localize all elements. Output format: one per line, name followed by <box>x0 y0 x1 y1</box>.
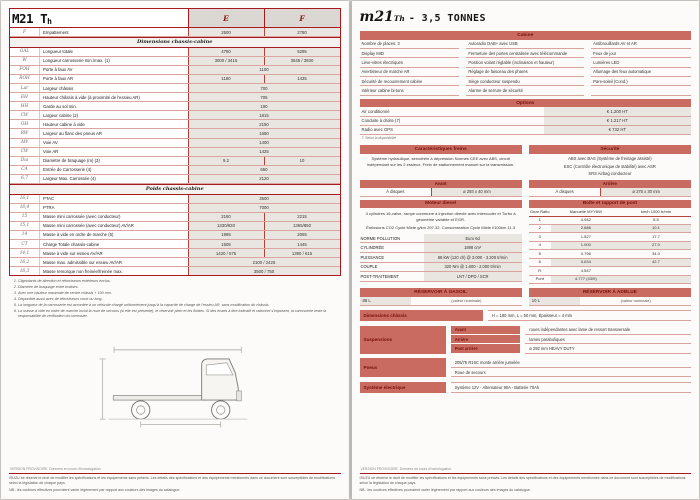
spec-row <box>10 231 340 240</box>
brakes-safety-row <box>360 145 692 179</box>
dimensions-table-header <box>9 8 341 28</box>
engine-spec-row <box>360 253 522 263</box>
spec-row <box>10 28 340 37</box>
spec-value-e: 1505 <box>188 240 264 248</box>
safety-column <box>529 145 691 179</box>
option-row <box>360 126 692 135</box>
spec-code: 15,1 <box>10 222 40 230</box>
spec-value-both: 2120 <box>188 175 340 183</box>
spec-label: Largeur Max. Carrossée (4) <box>43 176 96 182</box>
gear-row <box>529 259 691 267</box>
option-price: € 732 HT <box>544 126 691 135</box>
engine-spec-row <box>360 243 522 253</box>
gear-row <box>529 242 691 250</box>
model-logo-sub: h <box>47 17 52 26</box>
spec-value-both: 2150 <box>188 120 340 128</box>
page-left <box>1 1 349 499</box>
spec-code: 15 <box>10 213 40 221</box>
footnote-item: 5. La longueur de la carrosserie est accordée à un véhicule chargé uniformément jusqu'à la capacité de charge de l'essieu AR, sans modification du châssis. <box>18 303 341 308</box>
disclaimer-line-1: ISUZU se réserve le droit de modifier les spécifications et les équipements sans préavis. Les détails des spécifications et des équipements mentionnés dans ce document sont susceptibles de modifications selon la législation de chaque pays. <box>359 475 686 486</box>
spec-value-e: 1420 / 575 <box>188 249 264 257</box>
dimensions-weights-table <box>9 28 341 276</box>
spec-value-both: 700 <box>188 84 340 92</box>
model-logo-main: M21 T <box>12 10 48 26</box>
spec-value-both: 7000 <box>188 204 340 212</box>
fuel-tank-capacity: 88 L <box>360 297 412 305</box>
spec-value-f: 10 <box>264 157 340 165</box>
cabine-feature-row <box>360 49 692 58</box>
brake-rear-size: ø 275 x 30 mm <box>600 188 691 196</box>
spec-code: 14,1 <box>10 249 40 257</box>
spec-label: Hauteur cabine à vide <box>43 121 85 127</box>
spec-code: HH <box>10 102 40 110</box>
spec-code: 16,3 <box>10 267 40 275</box>
spec-label: PTAC <box>43 196 55 202</box>
page-right <box>351 1 700 499</box>
engine-spec-value: 1898 cm³ <box>424 243 522 252</box>
gear-speed: 17.7 <box>651 233 660 239</box>
engine-spec-label: NORME POLLUTION <box>360 235 401 241</box>
spec-row <box>10 267 340 275</box>
spec-value-f: 2055 <box>264 231 340 239</box>
tyre-value: 205/75 R16C monte arrière jumelée <box>451 358 691 368</box>
brake-front-bar: Avant <box>360 180 522 188</box>
fuel-tank-note: (valeur nominale) <box>451 298 482 304</box>
cabine-feature-row <box>360 77 692 86</box>
section-title: Poids chassis-cabine <box>145 186 204 193</box>
electrical-row <box>360 382 692 393</box>
page-title-script: m21 <box>359 9 394 25</box>
engine-gearbox-row <box>360 200 692 284</box>
suspension-value: lames paraboliques <box>525 335 691 344</box>
gear-speed <box>621 276 691 283</box>
spec-row <box>10 93 340 102</box>
engine-spec-table <box>360 234 522 282</box>
spec-row <box>10 195 340 204</box>
disclaimer-line-2: NB : les couleurs effectives pourraient varier légèrement par rapport aux couleurs des images du catalogue. <box>359 487 531 492</box>
spec-label: Masse mini carrossée (avec conducteur) AV/AR <box>43 223 134 229</box>
cabine-feature-row <box>360 58 692 67</box>
gear-col-ratio-header: Gear Ratio <box>529 208 550 214</box>
suspensions-table <box>360 326 692 354</box>
spec-label: Voie AR <box>43 149 59 155</box>
column-header-f: F <box>264 9 340 27</box>
spec-label: Largeur châssis <box>43 85 74 91</box>
spec-label: Garde au sol min. <box>43 103 77 109</box>
footnote-item: 2. Diamètre de braquage entre trottoirs. <box>18 285 341 290</box>
footnote-item: 4. Disponible aussi avec de rétroviseurs court ou long. <box>18 297 341 302</box>
engine-spec-row <box>360 272 522 282</box>
truck-line-drawing-icon <box>95 330 255 442</box>
spec-value-both: 705 <box>188 93 340 101</box>
spec-value-both: 650 <box>188 166 340 174</box>
spec-value-e: 1180 <box>188 75 264 83</box>
option-price: € 1.217 HT <box>544 117 691 126</box>
gear-row <box>529 233 691 241</box>
spec-label: Voie AV <box>43 140 58 146</box>
gear-row <box>529 250 691 258</box>
engine-spec-value: LNT / DPD / SCR <box>424 272 522 281</box>
spec-value-both: 1815 <box>188 111 340 119</box>
spec-row <box>10 222 340 231</box>
engine-description-2: Émissions CO2 Cycle Mixte g/km 297.32. Consommation Cycle Mixte l/100km 11.3 <box>366 225 516 231</box>
cabine-feature: Allumage des feux automatique <box>591 68 691 77</box>
option-label: Conduite à droite (7) <box>360 117 544 126</box>
spec-value-e: 1995 <box>188 231 264 239</box>
cabine-feature-row <box>360 40 692 49</box>
gear-number: 2 <box>538 225 541 231</box>
spec-label: Empattement <box>43 29 69 35</box>
engine-spec-value: Euro 6d <box>424 234 522 243</box>
spec-row <box>10 48 340 57</box>
gear-speed: 34.0 <box>651 250 660 256</box>
cabine-feature: Autoradio DAB+ avec USB <box>466 40 584 49</box>
gear-number: 3 <box>538 233 541 239</box>
gear-ratio: 4.777 (43/9) <box>551 276 621 283</box>
cabine-feature: Réglage de faisceau des phares <box>466 68 584 77</box>
spec-row <box>10 175 340 184</box>
section-boite-bar: Boîte et rapport de pont <box>529 200 691 209</box>
spec-label: PTRA <box>43 205 55 211</box>
spec-code: OAL <box>10 48 40 56</box>
spec-row <box>10 166 340 175</box>
spec-code: ROH <box>10 75 40 83</box>
engine-spec-label: PUISSANCE <box>360 254 385 260</box>
gear-number: R <box>538 267 542 273</box>
spec-value-f: 1435 <box>264 75 340 83</box>
spec-row <box>10 240 340 249</box>
spec-row <box>10 213 340 222</box>
spec-row <box>10 102 340 111</box>
page-footer <box>9 473 341 494</box>
spec-code: 14 <box>10 231 40 239</box>
option-price: € 1.200 HT <box>544 107 691 116</box>
adblue-tank-bar: RÉSERVOIR À ADBLUE <box>529 288 691 297</box>
brake-rear-row <box>529 188 691 197</box>
gear-speed: 42.7 <box>621 259 691 266</box>
spec-row <box>10 157 340 166</box>
spec-label: Hauteur châssis à vide (à proximité de l'essieu AR) <box>43 94 140 100</box>
engine-column <box>360 200 522 284</box>
gear-ratio: 1.000 <box>551 242 621 249</box>
cabine-feature: Alarme de serrure de sécurité <box>466 86 584 95</box>
gear-row <box>529 217 691 225</box>
option-row <box>360 117 692 126</box>
cabine-feature: Fermeture des portes centralisée avec télécommande <box>466 49 584 58</box>
provisional-caption: VERSION PROVISOIRE. Données en cours d'homologation. <box>360 466 452 471</box>
gear-ratio: 2.686 <box>551 225 621 232</box>
gear-col-speed-header: km/h 1000 tr/min <box>640 208 671 214</box>
cabine-feature: Position volant réglable (inclinaison et hauteur) <box>466 58 584 67</box>
page-title <box>360 9 692 25</box>
section-options-bar: Options <box>360 99 692 108</box>
engine-spec-label: COUPLE <box>360 264 378 270</box>
spec-label: Porte à faux AV <box>43 67 73 73</box>
electrical-value: Système 12V - Alternateur 90A - Batterie 70Ah <box>451 382 691 393</box>
gear-number: Pont <box>535 275 544 281</box>
engine-spec-value: 320 Nm @ 1.600 - 2.000 tr/min <box>424 263 522 272</box>
spec-value-both: 1100 <box>188 66 340 74</box>
model-logo <box>10 9 188 27</box>
tyres-table <box>360 358 692 377</box>
cabine-feature: Pare-soleil (Cond.) <box>591 77 691 86</box>
securite-line: ESC (Contrôle électronique de stabilité) avec ASR <box>563 163 656 169</box>
spec-value-e: 9.2 <box>188 157 264 165</box>
cabine-feature: Lumières LED <box>591 58 691 67</box>
suspension-value: ø 292 mm HEAVY DUTY <box>525 344 691 353</box>
spec-row <box>10 249 340 258</box>
spec-code: CW <box>10 111 40 119</box>
fuel-tank-bar: RÉSERVOIR À GASOIL <box>360 288 522 297</box>
gear-number: 5 <box>538 250 541 256</box>
gear-ratio: 0.796 <box>580 250 591 256</box>
securite-line: SRS Airbag conducteur <box>588 171 632 177</box>
brake-rear-type: À disques <box>555 189 574 195</box>
spec-value-both: 1680 <box>188 129 340 137</box>
engine-spec-label: CYLINDRÉE <box>360 245 384 251</box>
engine-spec-value: 88 kW (120 ch) @ 3.000 - 3.200 tr/min <box>424 253 522 262</box>
cabine-feature: Nombre de places: 3 <box>360 40 460 49</box>
spec-code: Lar <box>10 84 40 92</box>
spec-code: 16,2 <box>10 258 40 266</box>
spec-row <box>10 66 340 75</box>
engine-description-1: 4 cylindres 16-valve, rampe commune à injection directe avec intercooler et Turbo à géométrie variable et EGR. <box>365 210 516 222</box>
spec-value-e: 2160 <box>188 213 264 221</box>
spec-value-f: 2780 <box>264 28 340 36</box>
spec-code: CT <box>10 240 40 248</box>
cabine-feature: Antibrouillards AV et AR <box>591 40 691 49</box>
spec-label: Masse mini carrossée (avec conducteur) <box>43 214 121 220</box>
option-label: Radio avec GPS <box>360 126 544 135</box>
disclaimer-line-2: NB : les couleurs effectives pourraient varier légèrement par rapport aux couleurs des images du catalogue. <box>9 487 181 492</box>
engine-spec-row <box>360 263 522 273</box>
spec-label: Longueur totale <box>43 49 73 55</box>
adblue-tank-row <box>529 297 691 306</box>
cabine-feature-row <box>360 86 692 95</box>
option-label: Air conditionné <box>360 107 544 116</box>
spec-value-both: 1400 <box>188 139 340 147</box>
suspension-value: roues indépendantes avec lame de ressort transversale <box>525 326 691 335</box>
brake-front-size: ø 293 x 40 mm <box>431 188 522 196</box>
spec-row <box>10 139 340 148</box>
freins-description: Système hydraulique, servofrein à dépression Normes CEE avec ABS, circuit indépendant sur les 2 essieux. Frein de stationnement manuel sur la transmission. <box>366 156 515 168</box>
spec-label: Masse max. admissible sur essieu AV/AR <box>43 259 122 265</box>
options-table <box>360 107 692 135</box>
spec-code: CA <box>10 166 40 174</box>
gear-speed: 27.0 <box>621 242 691 249</box>
brakes-column <box>360 145 522 179</box>
spec-value-both: 3500 <box>188 195 340 203</box>
footnote-item: 1. Clignotants de direction et rétroviseurs extérieurs exclus. <box>18 279 341 284</box>
spec-row <box>10 84 340 93</box>
truck-drawing <box>9 330 341 447</box>
spec-code: Dia <box>10 157 40 165</box>
spec-label: Largeur cabine (2) <box>43 112 79 118</box>
brake-front <box>360 180 522 197</box>
cabine-feature: Avertisseur de marche AR <box>360 68 460 77</box>
section-securite-bar: Sécurité <box>529 145 691 154</box>
spec-value-f: 1445 <box>264 240 340 248</box>
adblue-tank-note: (valeur nominale) <box>620 298 651 304</box>
spec-value-f: 3545 / 3930 <box>264 57 340 65</box>
cabine-feature: Display MID <box>360 49 460 58</box>
gear-row <box>529 267 691 275</box>
spec-label: Masse remorque non freinée/freinée max. <box>43 268 123 274</box>
disclaimer-line-1: ISUZU se réserve le droit de modifier les spécifications et les équipements sans préavis. Les détails des spécifications et des équipements mentionnés dans ce document sont susceptibles de modifications selon la législation de chaque pays. <box>9 475 336 486</box>
gear-speed <box>621 267 691 274</box>
spec-label: Largeur au flanc des pneus AR <box>43 130 103 136</box>
spec-value-e: 4780 <box>188 48 264 56</box>
gear-number: 1 <box>538 216 541 222</box>
suspension-position: Avant <box>451 326 521 335</box>
tyre-value: Roue de secours <box>451 368 691 378</box>
chassis-dimensions-value: H = 180 mm, L = 50 mm, Épaisseur = 4 mm <box>488 310 691 321</box>
spec-code: 6,7 <box>10 175 40 183</box>
brake-front-type: À disques <box>386 189 405 195</box>
section-title: Dimensions chassis-cabine <box>137 39 213 46</box>
gear-number: 6 <box>538 259 541 265</box>
cabine-feature-grid <box>360 40 692 96</box>
suspension-position: Pont arrière <box>451 344 521 353</box>
section-cabine-bar: Cabine <box>360 31 692 40</box>
spec-row <box>10 129 340 138</box>
brake-rear <box>529 180 691 197</box>
spec-label: Longueur carrosserie min./max. (1) <box>43 58 110 64</box>
gear-number: 4 <box>538 242 541 248</box>
cabine-feature: Lève-vitres électriques <box>360 58 460 67</box>
engine-spec-row <box>360 234 522 244</box>
page-title-sub: Th <box>393 14 405 23</box>
fuel-tank <box>360 288 522 306</box>
spec-value-f: 1390 / 615 <box>264 249 340 257</box>
spec-value-e: 3000 / 3415 <box>188 57 264 65</box>
spec-label: Porte à faux AR <box>43 76 74 82</box>
spec-row <box>10 111 340 120</box>
spec-label: Charge Totale chassis-cabine <box>43 241 100 247</box>
options-note: 7. Selon la disponibilité <box>361 136 397 140</box>
spec-row <box>10 120 340 129</box>
chassis-dimensions-label: Dimensions châssis <box>360 310 483 321</box>
option-row <box>360 107 692 116</box>
spec-code: F <box>10 28 40 36</box>
spec-label: Diamètre de braquage (m) (3) <box>43 158 100 164</box>
footnote-item: 6. La masse à vide en ordre de marche inclut la roue de secours (si elle est présente), le réservoir plein et les fluides. Si des écarts à titre indicatif et rationnel s'imposent, la carrosserie reste la responsabilité de vérification du carrossier. <box>18 309 341 320</box>
spec-value-both: 190 <box>188 102 340 110</box>
brake-rear-bar: Arrière <box>529 180 691 188</box>
spec-row <box>10 57 340 66</box>
cabine-feature <box>591 86 691 95</box>
spec-row <box>10 204 340 213</box>
gear-ratio: 4.942 <box>580 216 591 222</box>
section-freins-bar: Caractéristiques freins <box>360 145 522 154</box>
gear-row <box>529 225 691 233</box>
spec-label: Masse à vide sur essieu AV/AR <box>43 250 103 256</box>
fuel-tank-row <box>360 297 522 306</box>
page-footer <box>360 473 692 494</box>
spec-code: W <box>10 57 40 65</box>
chassis-dimensions-row <box>360 310 692 321</box>
spec-code: FOH <box>10 66 40 74</box>
page-title-tonnage: - 3,5 TONNES <box>408 13 486 24</box>
spec-value-both: 2100 / 2425 <box>188 258 340 266</box>
footnotes-list <box>9 279 341 320</box>
gear-speed: 5.5 <box>653 216 659 222</box>
spec-code: CW <box>10 148 40 156</box>
spec-code: AW <box>10 139 40 147</box>
gear-ratio: 0.634 <box>551 259 621 266</box>
section-moteur-bar: Moteur diesel <box>360 200 522 209</box>
spec-value-f: 1365/850 <box>264 222 340 230</box>
provisional-caption: VERSION PROVISOIRE. Données en cours d'homologation. <box>10 466 102 471</box>
column-header-e: E <box>188 9 264 27</box>
spec-value-both: 1425 <box>188 148 340 156</box>
gear-speed: 10.1 <box>621 225 691 232</box>
adblue-tank-capacity: 10 L <box>529 297 581 305</box>
suspension-position: Arrière <box>451 335 521 344</box>
electrical-label: Système électrique <box>360 382 446 393</box>
section-header-row <box>10 37 340 48</box>
spec-value-f: 2215 <box>264 213 340 221</box>
brake-front-row <box>360 188 522 197</box>
cabine-feature-row <box>360 68 692 77</box>
spec-row <box>10 258 340 267</box>
securite-lines <box>529 156 691 176</box>
spec-value-both: 3500 / 750 <box>188 267 340 275</box>
spec-code: RW <box>10 129 40 137</box>
spec-code: 16,4 <box>10 204 40 212</box>
gear-col-manual-header: Manuelle MYY6W <box>569 208 602 214</box>
spec-value-f: 5295 <box>264 48 340 56</box>
engine-spec-label: POST-TRAITEMENT <box>360 274 399 280</box>
cabine-feature: Sécurité de recouvrement cabine <box>360 77 460 86</box>
gear-row <box>529 276 691 284</box>
gear-ratio: 4.547 <box>580 267 591 273</box>
section-header-row <box>10 184 340 195</box>
spec-code: 16,1 <box>10 195 40 203</box>
cabine-feature: Feux de jour <box>591 49 691 58</box>
footnote-item: 3. Avec une hauteur maximale de centre châssis + 100 mm. <box>18 291 341 296</box>
gearbox-column <box>529 200 691 284</box>
securite-line: ABS avec BAS (Système de freinage assisté) <box>568 156 652 162</box>
cabine-feature: Siège conducteur suspendu <box>466 77 584 86</box>
adblue-tank <box>529 288 691 306</box>
tanks-row <box>360 288 692 306</box>
gear-table-header <box>529 208 691 216</box>
spec-row <box>10 75 340 84</box>
spec-label: Entrée de Carrosserie (4) <box>43 167 92 173</box>
spec-code: OH <box>10 120 40 128</box>
spec-value-e: 2500 <box>188 28 264 36</box>
tyres-label: Pneus <box>360 358 446 377</box>
suspensions-label: Suspensions <box>360 326 446 354</box>
gear-ratio: 1.527 <box>580 233 591 239</box>
spec-value-e: 1330/830 <box>188 222 264 230</box>
gear-table-body <box>529 217 691 284</box>
spec-label: Masse à vide en ordre de marche (5) <box>43 232 114 238</box>
spec-row <box>10 148 340 157</box>
spec-code: EH <box>10 93 40 101</box>
brake-specs-row <box>360 180 692 197</box>
cabine-feature: Intérieur cabine bi-tons <box>360 86 460 95</box>
